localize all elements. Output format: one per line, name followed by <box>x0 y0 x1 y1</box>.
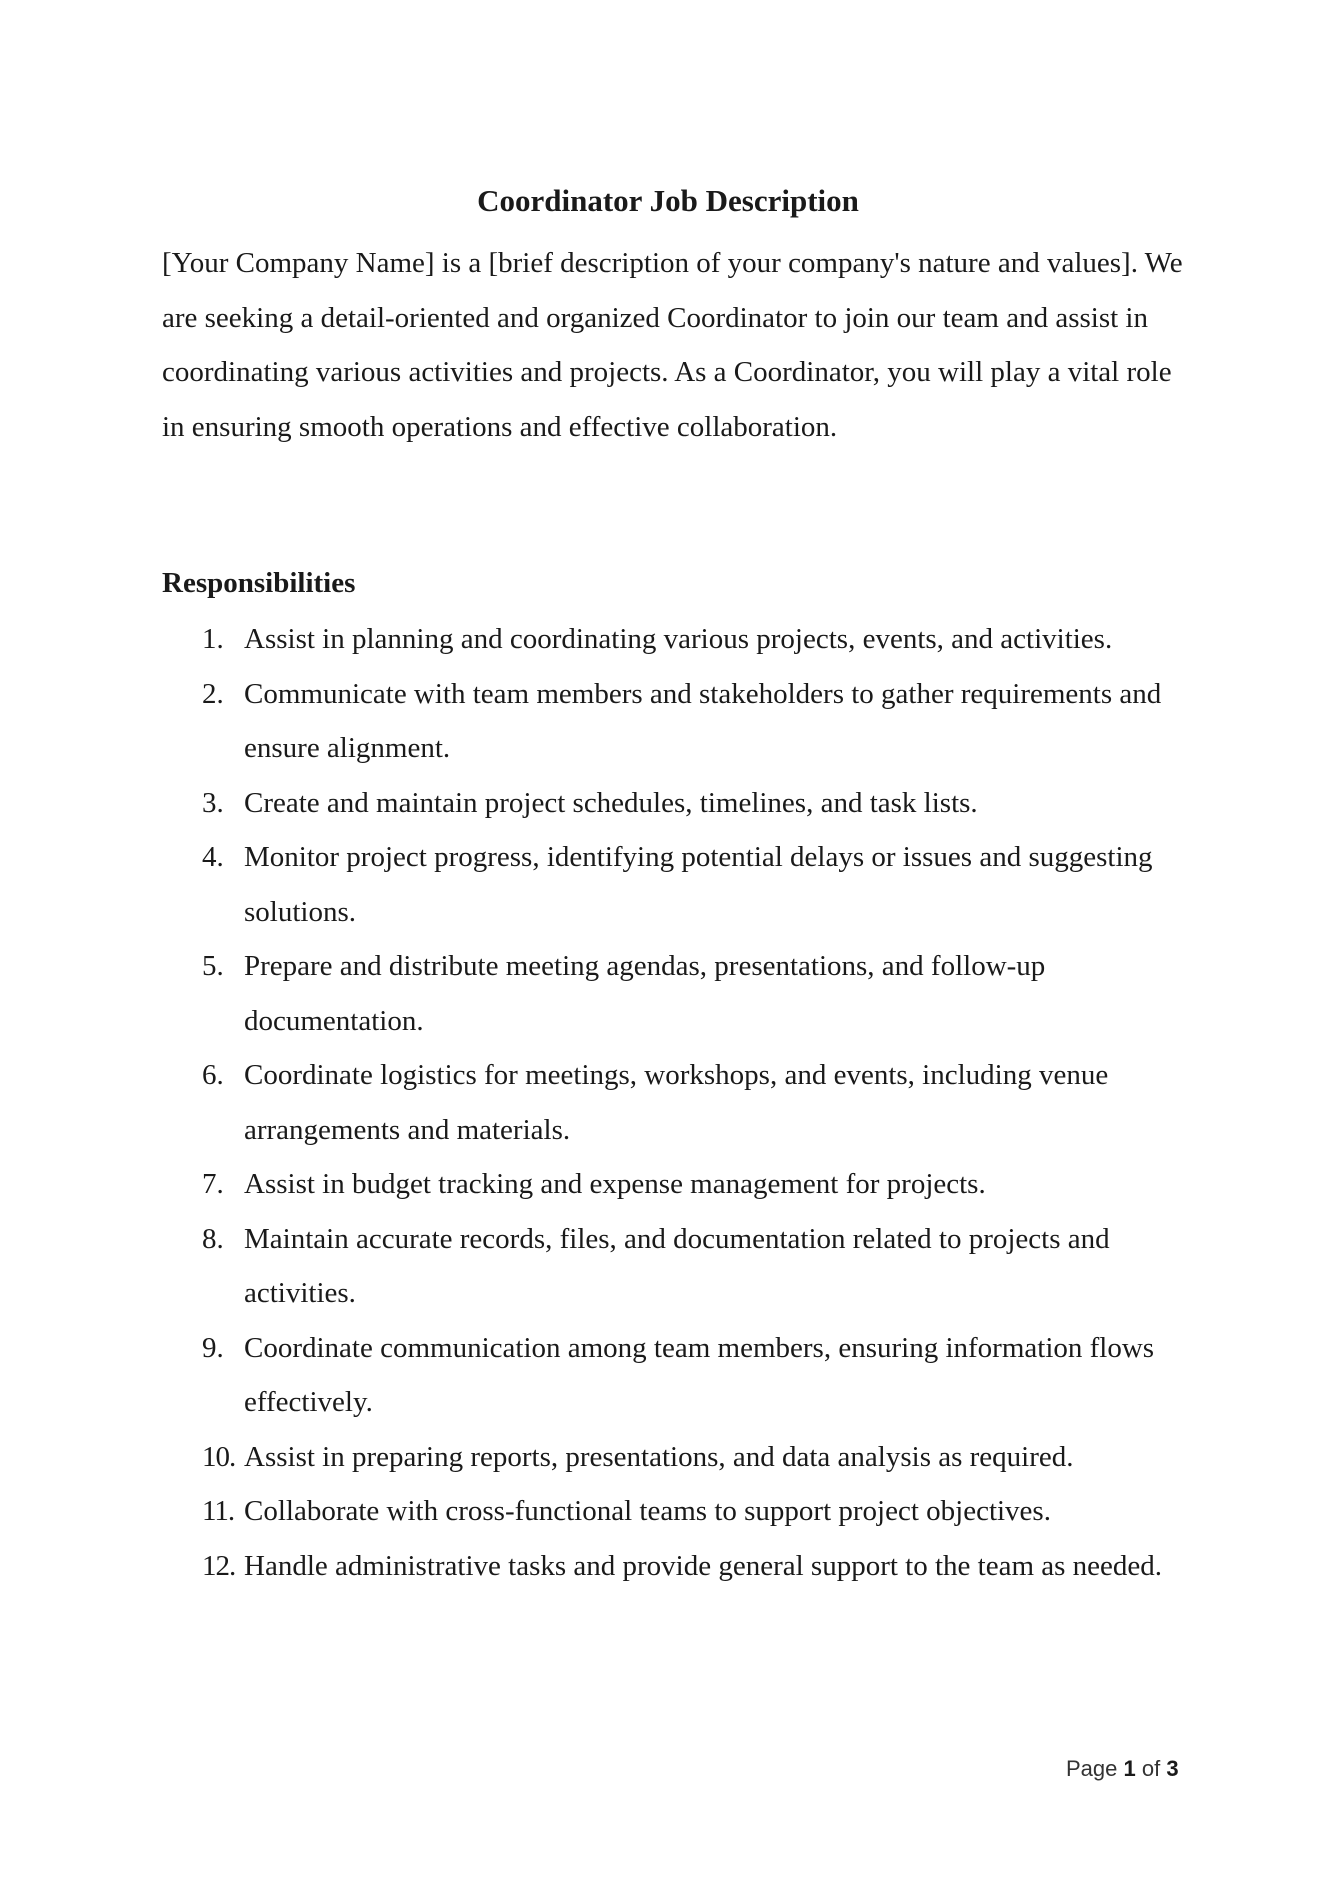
responsibilities-list <box>162 612 1192 1593</box>
list-item-number: 5. <box>202 950 224 982</box>
list-item <box>162 612 1192 667</box>
list-item-number: 2. <box>202 677 224 710</box>
list-item-text: Assist in planning and coordinating various projects, events, and activities. <box>244 623 1113 655</box>
list-item-text: Communicate with team members and stakeholders to gather requirements and ensure alignment. <box>244 677 1162 764</box>
list-item-number: 11. <box>202 1495 235 1527</box>
list-item <box>162 939 1192 1048</box>
list-item <box>162 776 1192 831</box>
list-item-text: Assist in preparing reports, presentations, and data analysis as required. <box>244 1440 1074 1473</box>
list-item-number: 4. <box>202 841 224 873</box>
list-item-text: Assist in budget tracking and expense management for projects. <box>244 1168 986 1200</box>
total-pages-number: 3 <box>1166 1756 1179 1781</box>
page-number-footer <box>1066 1754 1179 1784</box>
list-item-number: 1. <box>202 623 224 655</box>
current-page-number: 1 <box>1123 1756 1136 1781</box>
of-label: of <box>1141 1756 1161 1781</box>
list-item <box>162 1212 1192 1321</box>
list-item <box>162 830 1192 939</box>
list-item <box>162 1157 1192 1212</box>
list-item-text: Monitor project progress, identifying potential delays or issues and suggesting solutions. <box>244 841 1153 928</box>
section-heading-responsibilities: Responsibilities <box>162 567 356 599</box>
list-item-text: Handle administrative tasks and provide general support to the team as needed. <box>244 1549 1163 1582</box>
list-item-text: Coordinate logistics for meetings, workshops, and events, including venue arrangements and materials. <box>244 1059 1109 1146</box>
page-label: Page <box>1066 1756 1118 1781</box>
list-item <box>162 1048 1192 1157</box>
list-item <box>162 667 1192 776</box>
list-item-number: 8. <box>202 1222 224 1255</box>
list-item <box>162 1539 1192 1594</box>
list-item-number: 10. <box>202 1440 236 1473</box>
list-item-number: 6. <box>202 1059 224 1091</box>
list-item-text: Prepare and distribute meeting agendas, presentations, and follow-up documentation. <box>244 950 1046 1037</box>
list-item <box>162 1484 1192 1539</box>
document-title: Coordinator Job Description <box>477 182 859 218</box>
list-item <box>162 1430 1192 1485</box>
list-item-number: 3. <box>202 786 224 819</box>
list-item-number: 9. <box>202 1331 224 1364</box>
list-item-text: Collaborate with cross-functional teams to support project objectives. <box>244 1495 1051 1527</box>
list-item-number: 7. <box>202 1168 224 1200</box>
list-item <box>162 1321 1192 1430</box>
list-item-text: Coordinate communication among team members, ensuring information flows effectively. <box>244 1331 1155 1418</box>
list-item-text: Maintain accurate records, files, and documentation related to projects and activities. <box>244 1222 1110 1309</box>
list-item-text: Create and maintain project schedules, timelines, and task lists. <box>244 786 978 819</box>
list-item-number: 12. <box>202 1549 236 1582</box>
intro-paragraph: [Your Company Name] is a [brief description of your company's nature and values]. We are seeking a detail-oriented and organized Coordinator to join our team and assist in coordinating various activities and projects. As a Coordinator, you will play a vital role in ensuring smooth operations and effective collaboration. <box>162 247 1183 443</box>
